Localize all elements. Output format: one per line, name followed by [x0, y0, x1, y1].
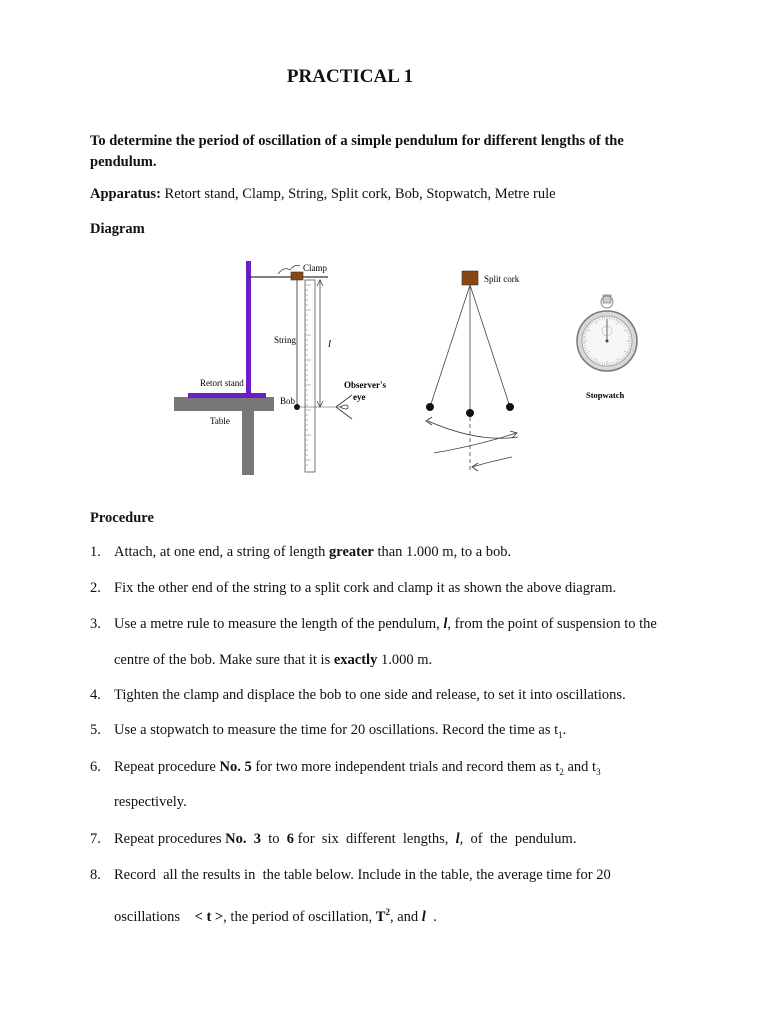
stopwatch-icon — [577, 295, 637, 371]
step-text: 1.000 m. — [377, 652, 433, 668]
procedure-step-3 — [90, 606, 690, 642]
apparatus-items: Retort stand, Clamp, String, Split cork, Bob, Stopwatch, Metre rule — [164, 186, 556, 202]
step-text: and t — [563, 759, 597, 775]
step-text: for six different lengths, — [294, 831, 456, 847]
step-number: 8. — [90, 867, 101, 883]
page-title: PRACTICAL 1 — [286, 66, 414, 87]
period-squared-symbol: T — [375, 908, 386, 925]
step-text: Use a metre rule to measure the length of the pendulum, — [114, 616, 444, 632]
step-number: 2. — [90, 580, 101, 596]
step-number: 1. — [90, 544, 101, 560]
pendulum-diagram — [160, 255, 640, 485]
procedure-step-5 — [90, 712, 690, 753]
step-text: , of the pendulum. — [459, 831, 577, 847]
clamp-label: Clamp — [303, 263, 327, 273]
observer-label-line2: eye — [353, 392, 366, 402]
metre-rule — [305, 280, 315, 472]
bob-right — [506, 403, 514, 411]
step-emphasis: 6 — [286, 831, 295, 847]
retort-rod — [246, 261, 251, 394]
length-symbol: l — [455, 831, 460, 847]
bob-label: Bob — [280, 396, 296, 406]
swing-arrow-3 — [472, 457, 512, 467]
procedure-step-1 — [90, 534, 690, 570]
step-text: Fix the other end of the string to a split cork and clamp it as shown the above diagram. — [114, 580, 617, 596]
step-emphasis: greater — [329, 544, 374, 560]
step-number: 6. — [90, 759, 101, 775]
step-text: than 1.000 m, to a bob. — [373, 544, 512, 560]
swing-arrow-1 — [428, 421, 518, 438]
step-text: centre of the bob. Make sure that it is — [114, 652, 334, 668]
step-text: to — [260, 831, 287, 847]
step-text: Repeat procedure — [114, 759, 220, 775]
apparatus-line — [90, 186, 556, 203]
step-text: oscillations — [114, 908, 195, 925]
length-symbol: l — [443, 616, 448, 632]
retort-base — [188, 393, 266, 398]
procedure-step-8-continued — [90, 894, 690, 935]
string-label: String — [274, 335, 297, 345]
step-text: Use a stopwatch to measure the time for 20 oscillations. Record the time as t — [114, 722, 559, 738]
procedure-step-2 — [90, 570, 690, 606]
procedure-step-8 — [90, 857, 690, 893]
pendulum-left-string — [430, 285, 470, 407]
procedure-step-7 — [90, 821, 690, 857]
step-text: Repeat procedures — [114, 831, 226, 847]
diagram-heading: Diagram — [90, 221, 145, 237]
step-text: Record all the results in the table below. Include in the table, the average time for 20 — [114, 867, 611, 883]
retort-stand-label: Retort stand — [200, 378, 244, 388]
step-text: Attach, at one end, a string of length — [114, 544, 330, 560]
step-number: 4. — [90, 687, 101, 703]
length-symbol: l — [328, 338, 332, 350]
subscript: 2 — [559, 766, 564, 777]
split-cork — [462, 271, 478, 285]
observer-label-line1: Observer's — [344, 380, 386, 390]
aim-statement: To determine the period of oscillation of a simple pendulum for different lengths of the pendulum. — [90, 133, 624, 170]
step-emphasis: No. 5 — [219, 759, 252, 775]
apparatus-label: Apparatus: — [90, 186, 161, 202]
swing-arrow-1-head — [426, 417, 432, 425]
superscript: 2 — [385, 907, 390, 917]
table-label: Table — [210, 416, 230, 426]
procedure-step-6-continued — [90, 784, 690, 820]
step-number: 3. — [90, 616, 101, 632]
bob-left — [426, 403, 434, 411]
step-text: , and — [389, 908, 422, 925]
step-text: for two more independent trials and record them as t — [251, 759, 560, 775]
table-leg — [242, 411, 254, 475]
step-text: respectively. — [114, 794, 187, 810]
average-time-symbol: < t > — [194, 908, 224, 925]
step-text: , the period of oscillation, — [223, 908, 376, 925]
step-text: . — [562, 722, 567, 738]
table-top — [174, 397, 274, 411]
subscript: 3 — [596, 766, 601, 777]
step-text: , from the point of suspension to the — [447, 616, 657, 632]
subscript: 1 — [558, 729, 563, 740]
split-cork-label: Split cork — [484, 274, 520, 284]
step-text: Tighten the clamp and displace the bob to one side and release, to set it into oscillations. — [114, 687, 626, 703]
clamp-block — [291, 272, 303, 280]
bob-center — [466, 409, 474, 417]
step-number: 5. — [90, 722, 101, 738]
procedure-step-4 — [90, 677, 690, 713]
step-text: . — [425, 908, 437, 925]
step-emphasis: No. 3 — [225, 831, 261, 847]
length-symbol: l — [421, 908, 426, 925]
step-number: 7. — [90, 831, 101, 847]
stopwatch-label: Stopwatch — [586, 390, 625, 400]
procedure-heading: Procedure — [90, 510, 154, 526]
pendulum-right-string — [470, 285, 510, 407]
procedure-step-3-continued — [90, 642, 690, 678]
step-emphasis: exactly — [333, 652, 378, 668]
